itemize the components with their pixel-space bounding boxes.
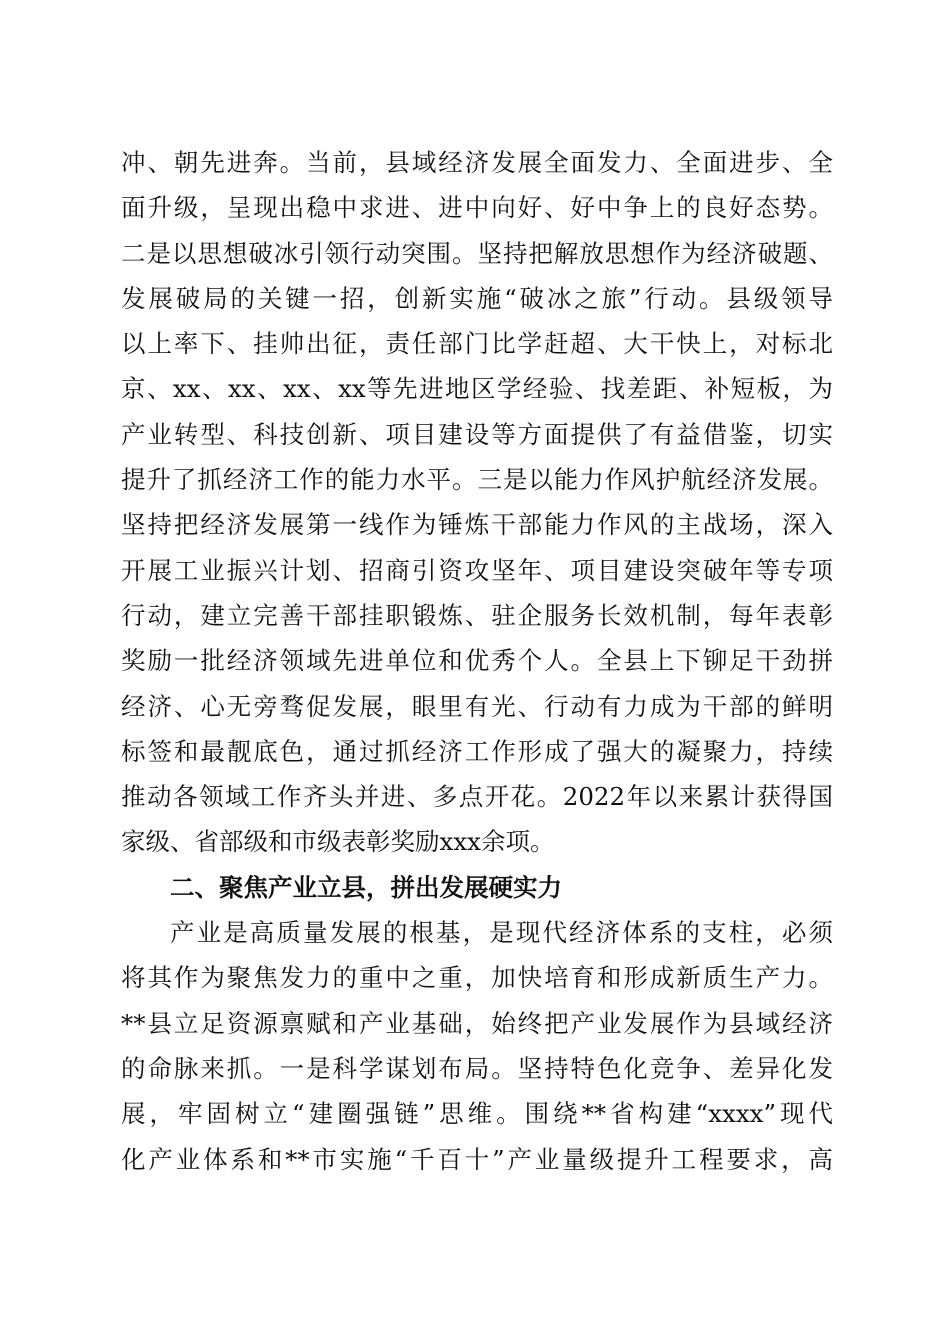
text-line: 坚持把经济发展第一线作为锤炼干部能力作风的主战场，深入 (121, 510, 833, 540)
text-line: 面升级，呈现出稳中求进、进中向好、好中争上的良好态势。 (121, 193, 833, 223)
document-body (121, 140, 833, 1182)
text-line: 标签和最靓底色，通过抓经济工作形成了强大的凝聚力，持续 (121, 736, 833, 766)
text-line: 经济、心无旁骛促发展，眼里有光、行动有力成为干部的鲜明 (121, 691, 833, 721)
text-line: 将其作为聚焦发力的重中之重，加快培育和形成新质生产力。 (121, 963, 833, 993)
text-line: 发展破局的关键一招，创新实施“破冰之旅”行动。县级领导 (121, 283, 833, 313)
text-line: 京、xx、xx、xx、xx等先进地区学经验、找差距、补短板，为 (121, 374, 833, 404)
text-line: **县立足资源禀赋和产业基础，始终把产业发展作为县域经济 (121, 1008, 833, 1038)
text-line: 展，牢固树立“建圈强链”思维。围绕**省构建“xxxx”现代 (121, 1099, 833, 1129)
text-line: 产业转型、科技创新、项目建设等方面提供了有益借鉴，切实 (121, 419, 833, 449)
text-line: 提升了抓经济工作的能力水平。三是以能力作风护航经济发展。 (121, 465, 833, 495)
text-line: 以上率下、挂帅出征，责任部门比学赶超、大干快上，对标北 (121, 329, 833, 359)
text-line: 二是以思想破冰引领行动突围。坚持把解放思想作为经济破题、 (121, 238, 833, 268)
text-line: 家级、省部级和市级表彰奖励xxx余项。 (121, 827, 555, 857)
text-line: 推动各领域工作齐头并进、多点开花。2022年以来累计获得国 (121, 782, 833, 812)
text-line: 奖励一批经济领域先进单位和优秀个人。全县上下铆足干劲拼 (121, 646, 833, 676)
text-line: 化产业体系和**市实施“千百十”产业量级提升工程要求，高 (121, 1144, 833, 1174)
text-line: 行动，建立完善干部挂职锻炼、驻企服务长效机制，每年表彰 (121, 600, 833, 630)
section-heading: 二、聚焦产业立县，拼出发展硬实力 (170, 872, 562, 902)
text-line: 开展工业振兴计划、招商引资攻坚年、项目建设突破年等专项 (121, 555, 833, 585)
text-line: 冲、朝先进奔。当前，县域经济发展全面发力、全面进步、全 (121, 148, 833, 177)
text-line: 的命脉来抓。一是科学谋划布局。坚持特色化竞争、差异化发 (121, 1053, 833, 1083)
text-line: 产业是高质量发展的根基，是现代经济体系的支柱，必须 (170, 918, 833, 948)
